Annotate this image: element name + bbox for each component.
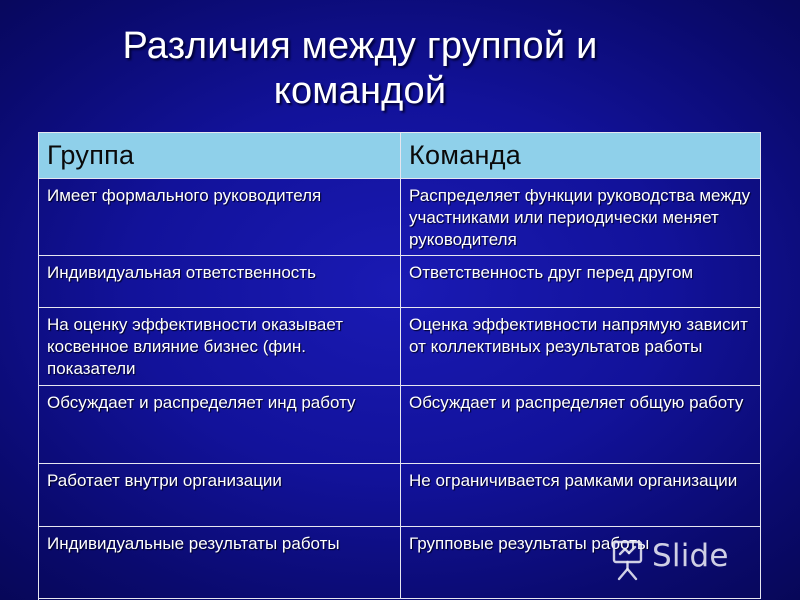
comparison-table — [38, 132, 761, 600]
watermark — [608, 536, 786, 582]
presentation-watermark-icon — [608, 536, 648, 582]
table-cell-team-5: Не ограничивается рамками организации — [401, 464, 761, 527]
slide-title: Различия между группой и командой — [122, 25, 598, 112]
table-cell-group-4: Обсуждает и распределяет инд работу — [39, 386, 401, 464]
table-cell-group-3: На оценку эффективности оказывает косвенное влияние бизнес (фин. показатели — [39, 308, 401, 386]
table-cell-team-2: Ответственность друг перед другом — [401, 256, 761, 308]
table-cell-team-4: Обсуждает и распределяет общую работу — [401, 386, 761, 464]
table-cell-team-1: Распределяет функции руководства между участниками или периодически меняет руководителя — [401, 179, 761, 256]
table-cell-group-5: Работает внутри организации — [39, 464, 401, 527]
table-cell-group-2: Индивидуальная ответственность — [39, 256, 401, 308]
table-cell-team-6: Групповые результаты работы — [401, 527, 761, 599]
table-cell-group-1: Имеет формального руководителя — [39, 179, 401, 256]
header-team: Команда — [401, 133, 761, 179]
watermark-text: Slide — [652, 538, 729, 574]
table-cell-team-3: Оценка эффективности напрямую зависит от коллективных результатов работы — [401, 308, 761, 386]
table-cell-group-6: Индивидуальные результаты работы — [39, 527, 401, 599]
header-group: Группа — [39, 133, 401, 179]
